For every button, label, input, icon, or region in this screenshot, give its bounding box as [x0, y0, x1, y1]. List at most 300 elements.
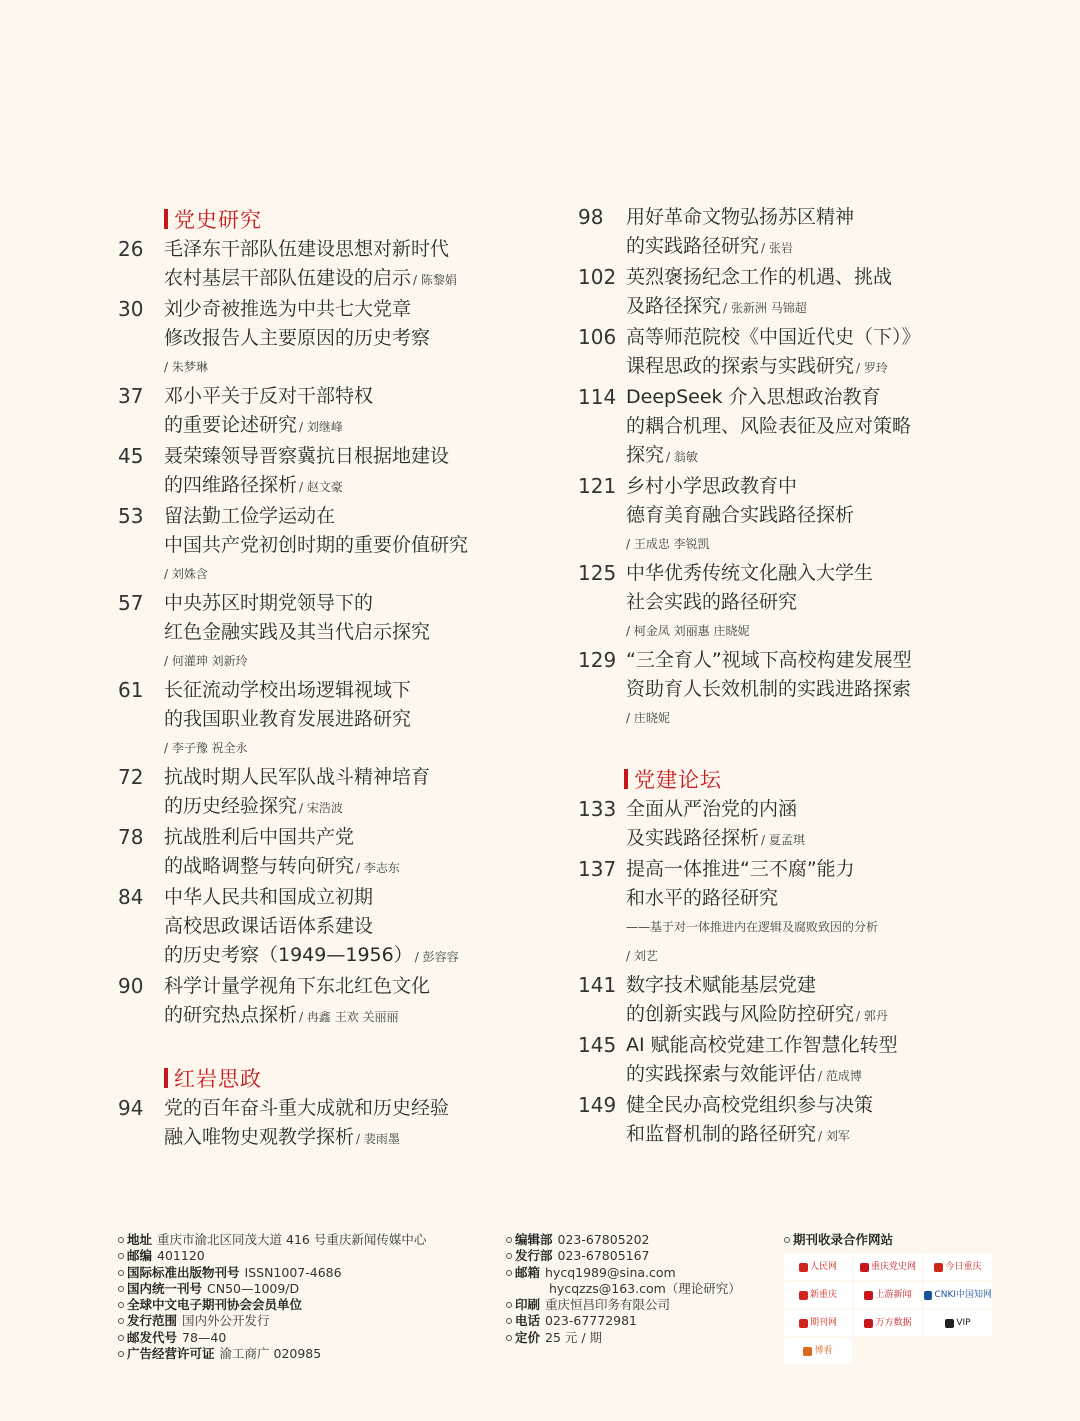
article-title-line	[164, 941, 578, 972]
article-author: / 刘军	[818, 1129, 850, 1143]
partner-logo-icon	[799, 1291, 808, 1300]
info-value: hycq1989@sina.com	[545, 1264, 676, 1280]
article-title-block	[164, 235, 578, 295]
page-number: 98	[578, 205, 604, 229]
article-author: / 郭丹	[856, 1009, 888, 1023]
toc-entry[interactable]	[578, 971, 1038, 1031]
partner-name: 今日重庆	[945, 1262, 982, 1273]
article-title-line	[164, 589, 578, 618]
article-title-block	[164, 823, 578, 883]
info-label: 印刷	[515, 1297, 541, 1313]
partner-logo[interactable]	[784, 1310, 852, 1336]
article-title-text: 中华优秀传统文化融入大学生	[626, 562, 874, 584]
toc-entry[interactable]	[118, 972, 578, 1032]
article-title-text: 修改报告人主要原因的历史考察	[164, 327, 431, 349]
article-title-line	[164, 295, 578, 324]
article-title-text: 的实践探索与效能评估	[626, 1063, 817, 1085]
page-number: 125	[578, 561, 617, 585]
partner-name: 博看	[814, 1346, 833, 1357]
article-author: / 庄晓妮	[626, 711, 670, 725]
section-spacer	[118, 1032, 578, 1062]
section-heading	[624, 763, 1038, 795]
partner-logo[interactable]	[784, 1254, 852, 1280]
article-author: / 翁敏	[666, 450, 698, 464]
article-title-line	[626, 1120, 1038, 1151]
article-author: / 赵文豪	[299, 480, 343, 494]
article-title-line	[164, 502, 578, 531]
article-title-block	[164, 295, 578, 382]
article-author: / 刘艺	[626, 949, 658, 963]
info-row	[506, 1313, 741, 1329]
toc-entry[interactable]	[118, 442, 578, 502]
article-title-text: 科学计量学视角下东北红色文化	[164, 975, 431, 997]
partner-logo[interactable]	[854, 1254, 922, 1280]
article-title-line	[164, 823, 578, 852]
partner-logo[interactable]	[784, 1282, 852, 1308]
article-title-text: 的研究热点探析	[164, 1004, 298, 1026]
partner-logo[interactable]	[924, 1310, 992, 1336]
section-title: 党建论坛	[634, 768, 722, 792]
article-title-line	[626, 472, 1038, 501]
article-author: / 何灌珅 刘新玲	[164, 654, 248, 668]
bullet-icon	[118, 1318, 124, 1324]
article-title-line	[626, 232, 1038, 263]
partner-name: 新重庆	[809, 1290, 837, 1301]
info-row	[118, 1281, 426, 1297]
partner-name: 人民网	[809, 1262, 837, 1273]
info-value: 25 元 / 期	[545, 1329, 603, 1345]
article-title-text: 聂荣臻领导晋察冀抗日根据地建设	[164, 445, 450, 467]
article-title-block	[626, 1091, 1038, 1151]
toc-left-column	[118, 203, 578, 1154]
info-value: 重庆恒昌印务有限公司	[545, 1297, 671, 1313]
article-title-line	[626, 383, 1038, 412]
partner-logo-icon	[799, 1319, 808, 1328]
toc-entry[interactable]	[578, 855, 1038, 971]
article-author: / 王成忠 李锐凯	[626, 537, 710, 551]
section-title: 党史研究	[174, 208, 262, 232]
article-author: / 张岩	[761, 241, 793, 255]
article-title-text: 及实践路径探析	[626, 827, 760, 849]
article-title-text: 德育美育融合实践路径探析	[626, 504, 855, 526]
article-title-line	[626, 795, 1038, 824]
section-spacer	[578, 733, 1038, 763]
partner-name: 上游新闻	[875, 1290, 912, 1301]
article-title-text: 的创新实践与风险防控研究	[626, 1003, 855, 1025]
page-number: 94	[118, 1096, 144, 1120]
toc-entry[interactable]	[578, 203, 1038, 263]
info-value: 78—40	[182, 1329, 227, 1345]
article-title-text: 中国共产党初创时期的重要价值研究	[164, 534, 469, 556]
page-number: 121	[578, 474, 617, 498]
article-title-text: DeepSeek 介入思想政治教育	[626, 386, 881, 408]
article-title-line	[164, 324, 578, 353]
article-title-text: 提高一体推进“三不腐”能力	[626, 858, 855, 880]
info-value: 023-67805202	[557, 1232, 650, 1247]
article-title-line	[164, 531, 578, 560]
article-title-block	[164, 589, 578, 676]
toc-entry[interactable]	[118, 382, 578, 442]
article-title-text: 的战略调整与转向研究	[164, 855, 355, 877]
article-title-line	[626, 855, 1038, 884]
article-title-text: 长征流动学校出场逻辑视域下	[164, 679, 412, 701]
toc-entry[interactable]	[578, 383, 1038, 472]
article-title-text: 农村基层干部队伍建设的启示	[164, 267, 412, 289]
article-title-line	[626, 588, 1038, 617]
article-author: / 朱梦琳	[164, 360, 208, 374]
article-author: / 范成博	[818, 1069, 862, 1083]
contact-info	[506, 1232, 741, 1346]
article-title-text: “三全育人”视域下高校构建发展型	[626, 649, 912, 671]
article-title-text: 抗战胜利后中国共产党	[164, 826, 355, 848]
toc-entry[interactable]	[578, 646, 1038, 733]
article-title-block	[626, 203, 1038, 263]
article-title-text: 刘少奇被推选为中共七大党章	[164, 298, 412, 320]
article-title-block	[164, 883, 578, 972]
article-title-line	[626, 559, 1038, 588]
page-number: 114	[578, 385, 617, 409]
info-value: 023-67805167	[557, 1248, 650, 1264]
article-title-block	[626, 383, 1038, 472]
info-row	[118, 1346, 426, 1362]
article-author: / 张新洲 马锦超	[723, 301, 807, 315]
article-title-text: 资助育人长效机制的实践进路探索	[626, 678, 912, 700]
article-title-line	[626, 646, 1038, 675]
toc-entry[interactable]	[578, 323, 1038, 383]
article-title-line	[626, 1000, 1038, 1031]
page-number: 45	[118, 444, 144, 468]
article-title-line	[626, 203, 1038, 232]
article-title-line	[164, 382, 578, 411]
article-title-text: 红色金融实践及其当代启示探究	[164, 621, 431, 643]
article-author: / 冉鑫 王欢 关丽丽	[299, 1010, 399, 1024]
partner-logo-icon	[803, 1347, 812, 1356]
info-label: 邮箱	[515, 1264, 541, 1280]
article-title-block	[164, 676, 578, 763]
partner-name: CNKI中国知网	[934, 1290, 992, 1301]
page-number: 102	[578, 265, 617, 289]
info-label: 地址	[127, 1232, 153, 1247]
article-title-line	[626, 263, 1038, 292]
article-title-text: 高等师范院校《中国近代史（下）》	[626, 326, 921, 348]
page-number: 26	[118, 237, 144, 261]
article-title-block	[626, 559, 1038, 646]
article-author: / 罗玲	[856, 361, 888, 375]
bullet-icon	[506, 1253, 512, 1259]
article-title-text: 中华人民共和国成立初期	[164, 886, 374, 908]
article-title-line	[626, 1091, 1038, 1120]
article-title-block	[164, 442, 578, 502]
toc-entry[interactable]	[118, 763, 578, 823]
article-title-text: 的实践路径研究	[626, 235, 760, 257]
article-title-text: 邓小平关于反对干部特权	[164, 385, 374, 407]
article-title-line	[626, 1031, 1038, 1060]
info-label: 国际标准出版物刊号	[127, 1264, 240, 1280]
article-title-line	[164, 618, 578, 647]
article-title-block	[626, 795, 1038, 855]
article-title-block	[626, 971, 1038, 1031]
article-title-block	[626, 472, 1038, 559]
article-author: / 夏孟琪	[761, 833, 805, 847]
section-heading	[164, 1062, 578, 1094]
article-title-line	[626, 501, 1038, 530]
bullet-icon	[118, 1351, 124, 1357]
partner-name: 万方数据	[875, 1318, 912, 1329]
article-title-line	[626, 884, 1038, 913]
article-author: / 李志东	[356, 861, 400, 875]
info-label: 邮编	[127, 1248, 153, 1264]
article-title-text: 和水平的路径研究	[626, 887, 779, 909]
article-title-text: 用好革命文物弘扬苏区精神	[626, 206, 855, 228]
toc-entry[interactable]	[118, 883, 578, 972]
partner-logo-icon	[934, 1263, 943, 1272]
bullet-icon	[118, 1237, 124, 1243]
page-number: 53	[118, 504, 144, 528]
partner-name: VIP	[956, 1318, 971, 1329]
info-value: CN50—1009/D	[207, 1280, 300, 1296]
page-number: 137	[578, 857, 617, 881]
article-title-text: 社会实践的路径研究	[626, 591, 798, 613]
article-title-block	[626, 646, 1038, 733]
info-value: 重庆市渝北区同茂大道 416 号重庆新闻传媒中心	[157, 1232, 427, 1247]
article-title-block	[164, 502, 578, 589]
article-title-text: 英烈褒扬纪念工作的机遇、挑战	[626, 266, 893, 288]
info-row	[118, 1248, 426, 1264]
partner-sites-title: 期刊收录合作网站	[793, 1232, 894, 1247]
info-row	[506, 1265, 741, 1281]
article-title-text: 留法勤工俭学运动在	[164, 505, 336, 527]
partner-logo[interactable]	[854, 1282, 922, 1308]
article-title-block	[626, 1031, 1038, 1091]
bullet-icon	[506, 1237, 512, 1243]
info-row	[506, 1330, 741, 1346]
article-title-line	[164, 763, 578, 792]
info-value: 401120	[157, 1248, 205, 1264]
article-title-text: 的重要论述研究	[164, 414, 298, 436]
info-value: 023-67772981	[545, 1313, 638, 1329]
article-title-line	[626, 971, 1038, 1000]
article-title-line	[164, 1123, 578, 1154]
partner-logo[interactable]	[924, 1282, 992, 1308]
toc-entry[interactable]	[578, 472, 1038, 559]
article-author: / 李子豫 祝全永	[164, 741, 248, 755]
page-number: 141	[578, 973, 617, 997]
info-value: ISSN1007-4686	[244, 1264, 342, 1280]
bullet-icon	[118, 1302, 124, 1308]
article-author: / 彭容容	[414, 950, 459, 964]
article-title-text: 的历史考察（1949—1956）	[164, 944, 413, 966]
info-label: 国内统一刊号	[127, 1280, 203, 1296]
article-title-text: 高校思政课话语体系建设	[164, 915, 374, 937]
info-label: 邮发代号	[127, 1329, 178, 1345]
article-title-text: 的历史经验探究	[164, 795, 298, 817]
info-value: 渝工商广 020985	[219, 1346, 322, 1362]
article-title-block	[164, 382, 578, 442]
info-row	[118, 1313, 426, 1329]
article-title-line	[164, 676, 578, 705]
partner-logo[interactable]	[854, 1310, 922, 1336]
article-title-line	[164, 442, 578, 471]
article-title-block	[626, 263, 1038, 323]
partner-logo-icon	[864, 1291, 873, 1300]
partner-logo[interactable]	[924, 1254, 992, 1280]
info-row	[118, 1330, 426, 1346]
bullet-icon	[118, 1286, 124, 1292]
page-number: 149	[578, 1093, 617, 1117]
bullet-icon	[784, 1237, 790, 1243]
partner-logo-icon	[945, 1319, 954, 1328]
article-title-line	[164, 705, 578, 734]
info-label: 电话	[515, 1313, 541, 1329]
bullet-icon	[506, 1318, 512, 1324]
partner-logo-icon	[864, 1319, 873, 1328]
article-title-text: 的我国职业教育发展进路研究	[164, 708, 412, 730]
article-title-text: 课程思政的探索与实践研究	[626, 355, 855, 377]
article-author: / 刘继峰	[299, 420, 343, 434]
article-title-text: 的四维路径探析	[164, 474, 298, 496]
info-label: 全球中文电子期刊协会会员单位	[127, 1297, 303, 1313]
article-title-line	[164, 883, 578, 912]
publication-info	[118, 1232, 426, 1362]
bullet-icon	[118, 1270, 124, 1276]
bullet-icon	[506, 1302, 512, 1308]
article-title-line	[626, 441, 1038, 472]
page-number: 106	[578, 325, 617, 349]
info-label: 广告经营许可证	[127, 1346, 215, 1362]
partner-logo-icon	[799, 1263, 808, 1272]
article-author: / 宋浩波	[299, 801, 343, 815]
toc-entry[interactable]	[578, 1091, 1038, 1151]
info-row	[118, 1265, 426, 1281]
article-title-text: 中央苏区时期党领导下的	[164, 592, 374, 614]
article-title-line	[626, 824, 1038, 855]
partner-logo-icon	[924, 1291, 932, 1300]
toc-entry[interactable]	[578, 263, 1038, 323]
toc-entry[interactable]	[578, 559, 1038, 646]
bullet-icon	[506, 1335, 512, 1341]
article-title-line	[164, 1001, 578, 1032]
article-title-line	[626, 352, 1038, 383]
article-title-line	[626, 292, 1038, 323]
article-title-text: 乡村小学思政教育中	[626, 475, 798, 497]
info-row	[506, 1248, 741, 1264]
article-title-line	[164, 972, 578, 1001]
article-author: / 刘姝含	[164, 567, 208, 581]
article-title-text: 数字技术赋能基层党建	[626, 974, 817, 996]
article-title-line	[164, 264, 578, 295]
article-author: / 陈黎娟	[413, 273, 457, 287]
info-row	[506, 1281, 741, 1297]
article-title-text: AI 赋能高校党建工作智慧化转型	[626, 1034, 898, 1056]
page-number: 37	[118, 384, 144, 408]
article-title-text: 毛泽东干部队伍建设思想对新时代	[164, 238, 450, 260]
partner-sites	[784, 1232, 1004, 1364]
article-title-text: 党的百年奋斗重大成就和历史经验	[164, 1097, 450, 1119]
section-marker-icon	[164, 209, 168, 229]
info-label: 发行部	[515, 1248, 553, 1264]
article-title-block	[164, 972, 578, 1032]
article-title-text: 及路径探究	[626, 295, 722, 317]
toc-entry[interactable]	[118, 1094, 578, 1154]
toc-entry[interactable]	[118, 295, 578, 382]
partner-name: 重庆党史网	[870, 1262, 916, 1273]
article-title-text: 的耦合机理、风险表征及应对策略	[626, 415, 912, 437]
info-row	[506, 1232, 741, 1248]
article-title-block	[164, 763, 578, 823]
toc-entry[interactable]	[578, 1031, 1038, 1091]
page-number: 145	[578, 1033, 617, 1057]
partner-logo[interactable]	[784, 1338, 852, 1364]
info-row	[118, 1297, 426, 1313]
info-label: 发行范围	[127, 1313, 178, 1329]
page-number: 129	[578, 648, 617, 672]
info-row	[506, 1297, 741, 1313]
toc-entry[interactable]	[118, 589, 578, 676]
article-title-text: 抗战时期人民军队战斗精神培育	[164, 766, 431, 788]
article-author: / 裴雨墨	[356, 1132, 400, 1146]
section-title: 红岩思政	[174, 1067, 262, 1091]
page-number: 78	[118, 825, 144, 849]
article-title-line	[626, 675, 1038, 704]
article-title-line	[626, 412, 1038, 441]
page-number: 84	[118, 885, 144, 909]
article-title-block	[164, 1094, 578, 1154]
partner-name: 期刊网	[809, 1318, 837, 1329]
info-label: 定价	[515, 1329, 541, 1345]
bullet-icon	[118, 1253, 124, 1259]
toc-entry[interactable]	[118, 676, 578, 763]
article-title-block	[626, 855, 1038, 971]
article-title-line	[164, 912, 578, 941]
section-marker-icon	[624, 769, 628, 789]
page-number: 61	[118, 678, 144, 702]
info-value: hycqzzs@163.com（理论研究）	[549, 1280, 741, 1296]
toc-right-column	[578, 203, 1038, 1151]
toc-entry[interactable]	[578, 795, 1038, 855]
article-title-line	[164, 471, 578, 502]
article-title-line	[164, 411, 578, 442]
article-title-line	[626, 323, 1038, 352]
page-number: 90	[118, 974, 144, 998]
partner-logo-grid	[784, 1254, 1004, 1364]
article-title-line	[164, 235, 578, 264]
article-title-block	[626, 323, 1038, 383]
article-subtitle: ——基于对一体推进内在逻辑及腐败致因的分析	[626, 920, 879, 934]
section-marker-icon	[164, 1068, 168, 1088]
article-title-text: 融入唯物史观教学探析	[164, 1126, 355, 1148]
info-row	[118, 1232, 426, 1248]
bullet-icon	[118, 1335, 124, 1341]
toc-entry[interactable]	[118, 502, 578, 589]
toc-entry[interactable]	[118, 823, 578, 883]
section-heading	[164, 203, 578, 235]
page-number: 57	[118, 591, 144, 615]
article-author: / 柯金凤 刘丽惠 庄晓妮	[626, 624, 750, 638]
info-label: 编辑部	[515, 1232, 553, 1247]
partner-logo-icon	[860, 1263, 869, 1272]
toc-entry[interactable]	[118, 235, 578, 295]
info-value: 国内外公开发行	[182, 1313, 270, 1329]
article-title-line	[164, 792, 578, 823]
article-title-text: 探究	[626, 444, 665, 466]
page-number: 133	[578, 797, 617, 821]
article-title-line	[164, 852, 578, 883]
article-title-text: 和监督机制的路径研究	[626, 1123, 817, 1145]
page-number: 30	[118, 297, 144, 321]
bullet-icon	[506, 1270, 512, 1276]
article-title-line	[164, 1094, 578, 1123]
article-title-text: 健全民办高校党组织参与决策	[626, 1094, 874, 1116]
